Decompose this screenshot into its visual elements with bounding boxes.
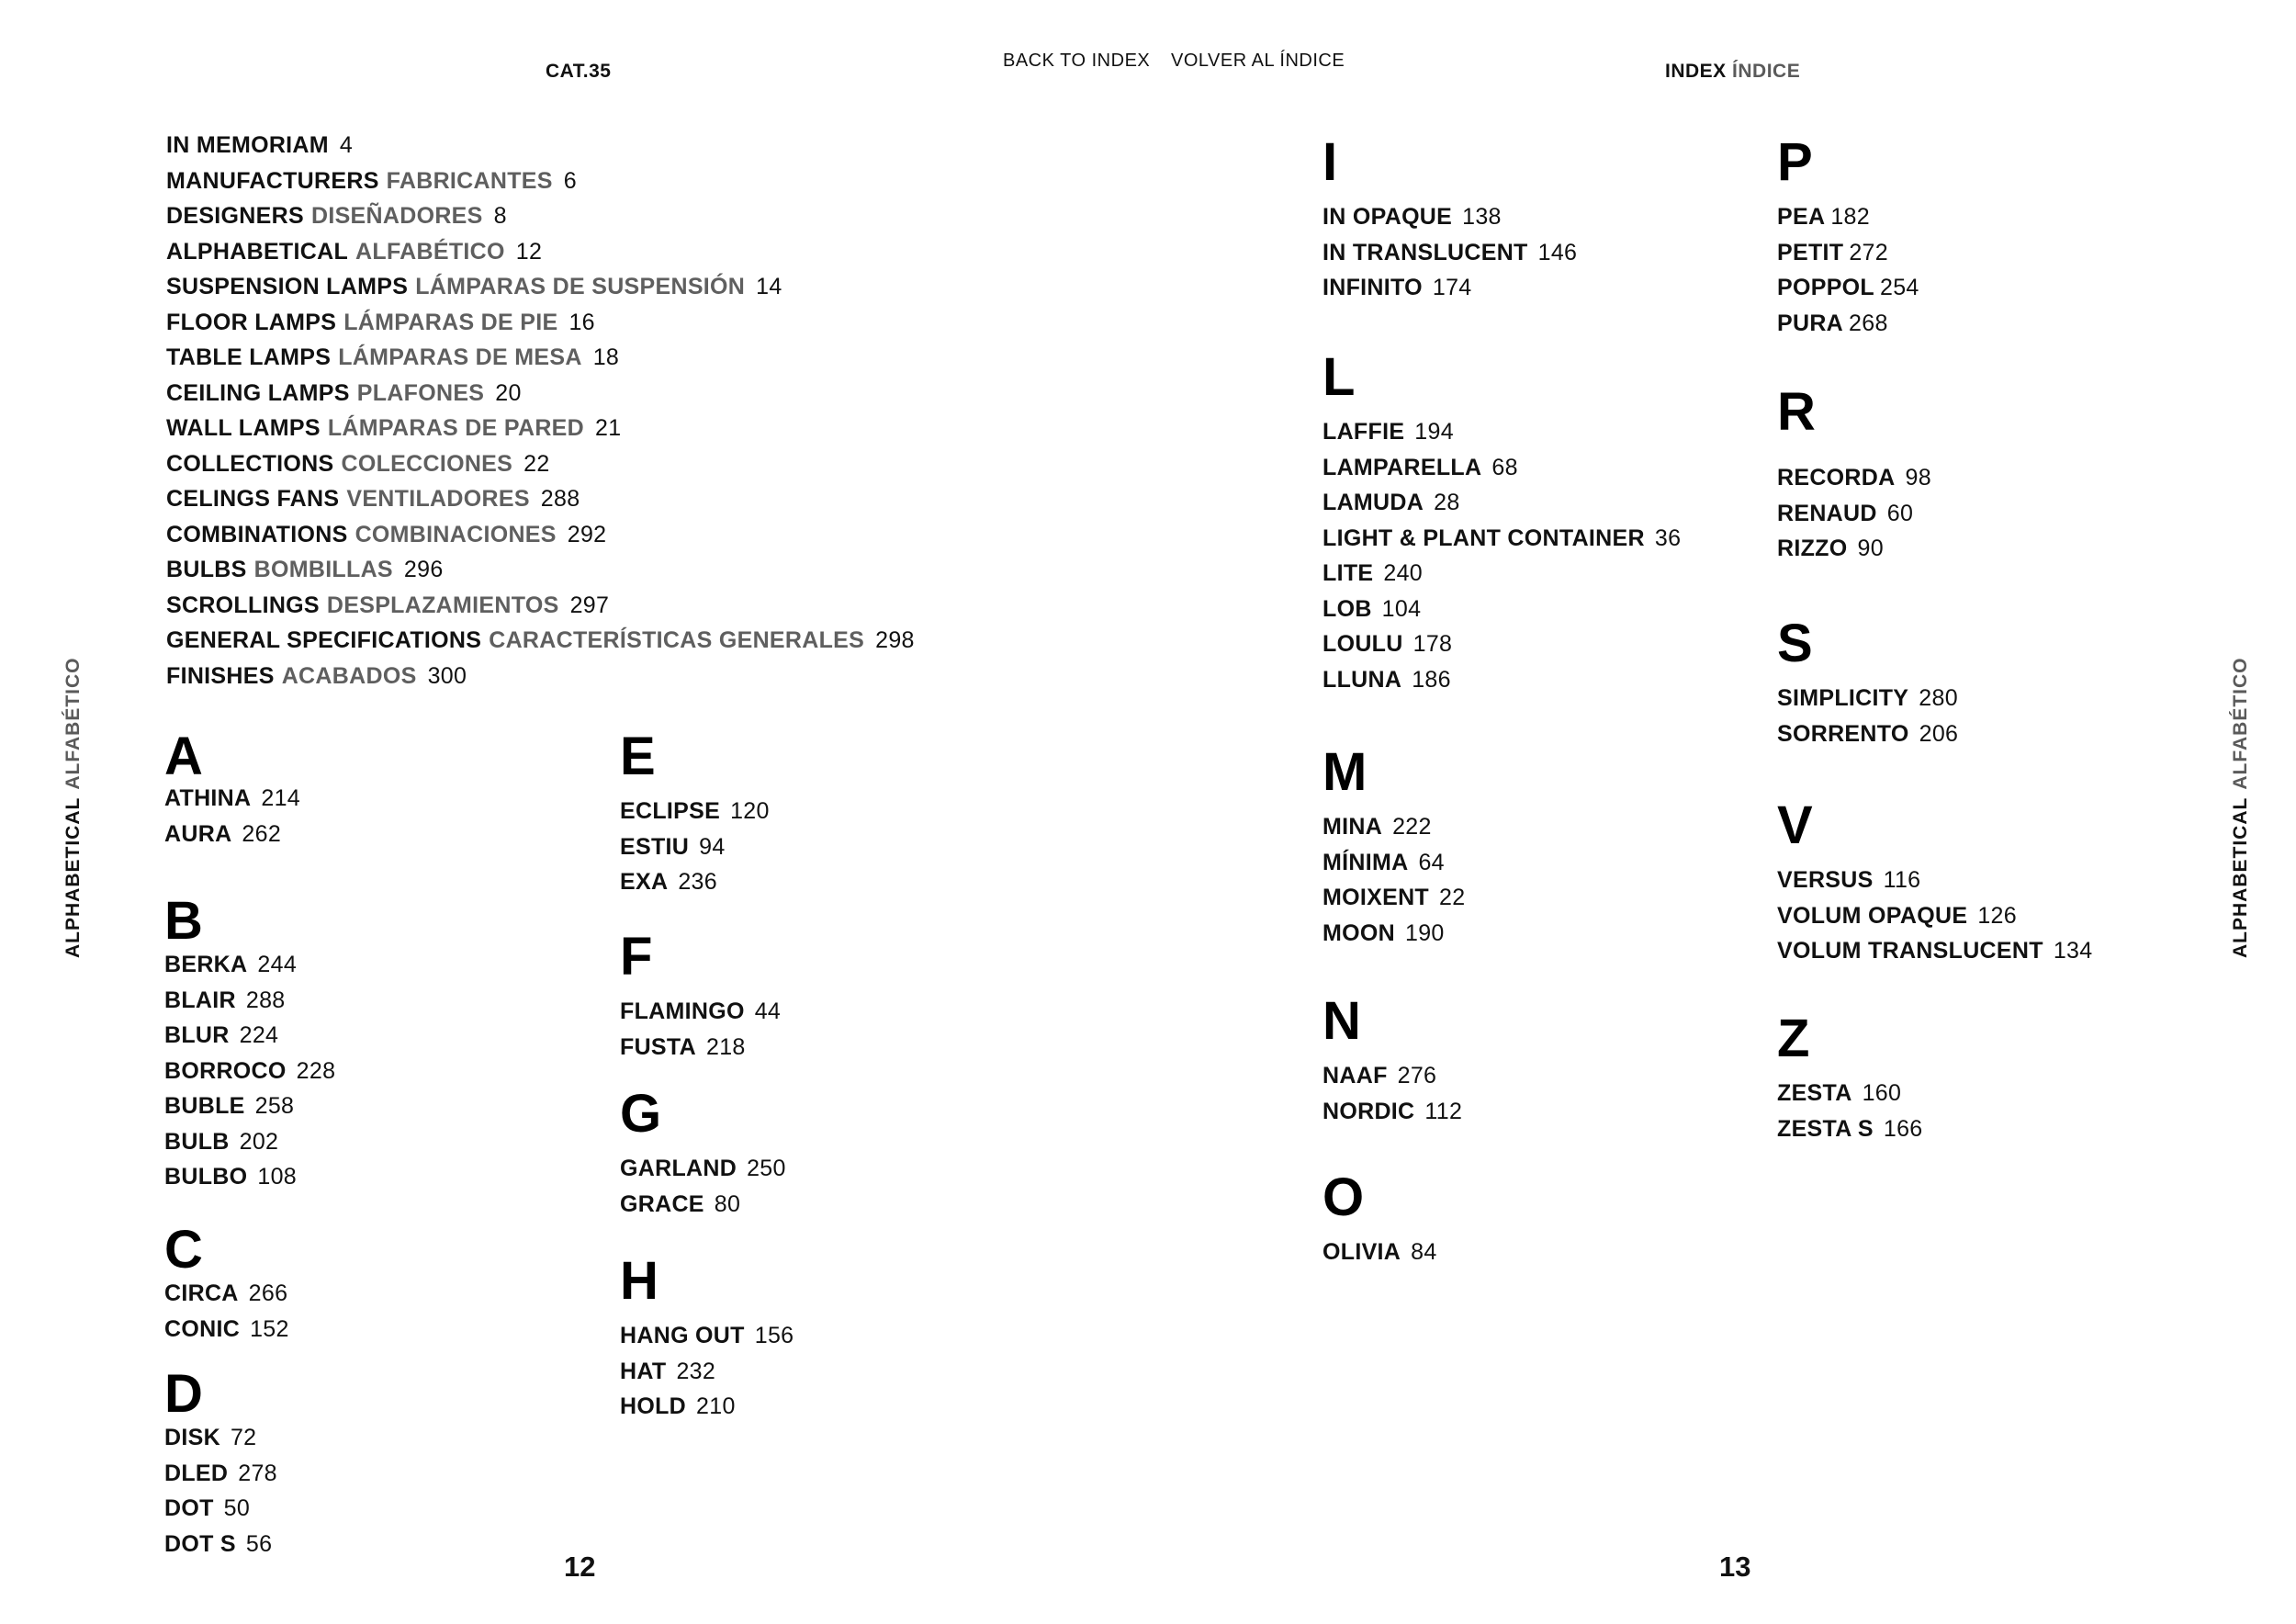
list-item[interactable] bbox=[1777, 204, 1919, 240]
item-name: NORDIC bbox=[1322, 1098, 1415, 1124]
side-label-en: ALPHABETICAL bbox=[2230, 796, 2251, 958]
list-item[interactable] bbox=[164, 1495, 277, 1531]
list-item[interactable] bbox=[1322, 667, 1681, 703]
list-item[interactable] bbox=[164, 1280, 289, 1316]
list-item[interactable] bbox=[1777, 536, 1931, 571]
list-item[interactable] bbox=[1777, 465, 1931, 501]
list-item[interactable] bbox=[164, 952, 335, 987]
section-letter: S bbox=[1777, 614, 1813, 673]
item-page: 262 bbox=[242, 820, 282, 847]
item-page: 138 bbox=[1462, 204, 1502, 230]
section-letter: N bbox=[1322, 991, 1361, 1051]
toc-label-es: COLECCIONES bbox=[341, 450, 513, 477]
list-item[interactable] bbox=[1322, 1239, 1437, 1275]
section-letter: M bbox=[1322, 742, 1367, 802]
item-name: ECLIPSE bbox=[620, 798, 721, 824]
section-h bbox=[620, 1251, 794, 1429]
item-name: ATHINA bbox=[164, 785, 252, 811]
toc-page: 22 bbox=[523, 450, 550, 477]
section-p bbox=[1777, 132, 1919, 345]
toc-label-es: ACABADOS bbox=[281, 662, 417, 689]
item-name: RECORDA bbox=[1777, 465, 1896, 491]
item-name: PURA bbox=[1777, 310, 1844, 336]
item-page: 236 bbox=[678, 869, 717, 895]
item-page: 276 bbox=[1397, 1063, 1437, 1088]
list-item[interactable] bbox=[620, 798, 770, 834]
item-page: 182 bbox=[1830, 204, 1870, 230]
list-item[interactable] bbox=[1322, 596, 1681, 632]
list-item[interactable] bbox=[1322, 275, 1577, 310]
item-name: PEA bbox=[1777, 204, 1826, 230]
list-item[interactable] bbox=[1322, 204, 1577, 240]
toc-page: 16 bbox=[568, 309, 595, 335]
item-name: CONIC bbox=[164, 1315, 241, 1342]
toc-label-es: FABRICANTES bbox=[386, 167, 553, 194]
toc-label: SUSPENSION LAMPS bbox=[166, 274, 409, 299]
list-item[interactable] bbox=[1322, 525, 1681, 561]
item-name: VERSUS bbox=[1777, 867, 1874, 893]
list-item[interactable] bbox=[620, 1359, 793, 1394]
list-item[interactable] bbox=[1777, 685, 1958, 721]
item-page: 50 bbox=[223, 1495, 251, 1521]
toc-label-es: VENTILADORES bbox=[346, 486, 530, 512]
list-item[interactable] bbox=[1322, 631, 1681, 667]
section-v bbox=[1777, 795, 2093, 974]
toc-item[interactable] bbox=[166, 663, 915, 699]
item-page: 90 bbox=[1857, 536, 1884, 561]
item-page: 108 bbox=[257, 1164, 298, 1190]
item-name: LAMUDA bbox=[1322, 490, 1424, 515]
item-name: IN OPAQUE bbox=[1322, 204, 1453, 230]
list-item[interactable] bbox=[1322, 240, 1577, 276]
item-name: GARLAND bbox=[620, 1156, 737, 1181]
item-page: 72 bbox=[230, 1425, 257, 1450]
item-name: AURA bbox=[164, 820, 232, 847]
item-page: 268 bbox=[1849, 310, 1888, 336]
list-item[interactable] bbox=[164, 1316, 289, 1352]
item-name: DOT bbox=[164, 1495, 214, 1521]
toc-label: FINISHES bbox=[166, 662, 275, 689]
item-name: VOLUM TRANSLUCENT bbox=[1777, 938, 2043, 964]
index-title-en: INDEX bbox=[1665, 61, 1727, 82]
list-item[interactable] bbox=[1777, 1116, 1923, 1152]
list-item[interactable] bbox=[620, 998, 781, 1034]
toc-page: 292 bbox=[567, 521, 607, 547]
item-page: 166 bbox=[1883, 1115, 1923, 1142]
item-name: MINA bbox=[1322, 814, 1383, 840]
list-item[interactable] bbox=[164, 1058, 335, 1094]
item-page: 218 bbox=[705, 1033, 746, 1060]
index-title-es: ÍNDICE bbox=[1732, 61, 1801, 82]
item-page: 224 bbox=[239, 1022, 279, 1048]
list-item[interactable] bbox=[620, 1191, 786, 1227]
list-item[interactable] bbox=[1777, 275, 1919, 310]
item-page: 22 bbox=[1439, 885, 1466, 910]
item-page: 210 bbox=[696, 1393, 736, 1419]
toc-label: COLLECTIONS bbox=[166, 450, 334, 477]
item-page: 178 bbox=[1412, 631, 1453, 657]
section-c bbox=[164, 1220, 289, 1351]
item-page: 126 bbox=[1977, 902, 2017, 929]
section-b bbox=[164, 891, 336, 1200]
item-name: SORRENTO bbox=[1777, 720, 1909, 747]
section-letter: R bbox=[1777, 382, 1816, 442]
toc-page: 20 bbox=[495, 379, 522, 406]
toc-page: 288 bbox=[540, 486, 580, 512]
item-name: FLAMINGO bbox=[620, 998, 745, 1024]
section-letter: D bbox=[164, 1364, 203, 1424]
section-m bbox=[1322, 742, 1466, 955]
catalog-title: CAT.35 bbox=[546, 61, 612, 82]
toc-item[interactable] bbox=[166, 344, 915, 380]
list-item[interactable] bbox=[164, 1164, 335, 1200]
toc-item[interactable] bbox=[166, 310, 915, 345]
item-name: ZESTA S bbox=[1777, 1115, 1874, 1142]
list-item[interactable] bbox=[1322, 814, 1465, 850]
section-d bbox=[164, 1364, 277, 1566]
toc-label-es: LÁMPARAS DE MESA bbox=[338, 344, 582, 370]
list-item[interactable] bbox=[164, 987, 335, 1023]
section-letter: I bbox=[1322, 132, 1338, 192]
item-name: DLED bbox=[164, 1460, 229, 1486]
item-name: MÍNIMA bbox=[1322, 849, 1409, 875]
item-page: 152 bbox=[250, 1315, 289, 1342]
side-label-es: ALFABÉTICO bbox=[62, 657, 84, 790]
list-item[interactable] bbox=[1777, 721, 1958, 757]
item-page: 104 bbox=[1381, 595, 1422, 622]
toc-label-es: LÁMPARAS DE PARED bbox=[327, 415, 584, 441]
page-number-right: 13 bbox=[1719, 1551, 1751, 1583]
item-page: 222 bbox=[1392, 814, 1432, 840]
item-name: INFINITO bbox=[1322, 275, 1423, 300]
item-page: 258 bbox=[254, 1093, 295, 1119]
toc-label-es: COMBINACIONES bbox=[355, 521, 557, 547]
item-page: 120 bbox=[730, 798, 770, 824]
item-name: HAT bbox=[620, 1358, 667, 1384]
item-name: LAMPARELLA bbox=[1322, 454, 1482, 480]
section-n bbox=[1322, 991, 1463, 1133]
list-item[interactable] bbox=[1322, 885, 1465, 920]
toc-label: WALL LAMPS bbox=[166, 415, 321, 441]
item-page: 146 bbox=[1537, 239, 1578, 265]
toc-label: IN MEMORIAM bbox=[166, 132, 329, 158]
section-letter: A bbox=[164, 727, 203, 786]
list-item[interactable] bbox=[620, 1156, 786, 1191]
section-a bbox=[164, 727, 301, 856]
toc-item[interactable] bbox=[166, 522, 915, 558]
section-l bbox=[1322, 347, 1682, 702]
page-number-left: 12 bbox=[564, 1551, 596, 1583]
toc-label-es: CARACTERÍSTICAS GENERALES bbox=[489, 627, 865, 653]
section-letter: O bbox=[1322, 1167, 1365, 1227]
section-letter: Z bbox=[1777, 1009, 1810, 1068]
item-page: 240 bbox=[1383, 560, 1423, 586]
item-name: LLUNA bbox=[1322, 666, 1402, 693]
list-item[interactable] bbox=[1322, 490, 1681, 525]
item-name: IN TRANSLUCENT bbox=[1322, 239, 1528, 265]
item-name: BLUR bbox=[164, 1022, 230, 1048]
item-name: FUSTA bbox=[620, 1033, 696, 1060]
item-page: 280 bbox=[1919, 685, 1958, 711]
item-name: BORROCO bbox=[164, 1057, 287, 1084]
item-name: HOLD bbox=[620, 1393, 687, 1419]
toc-page: 297 bbox=[569, 592, 610, 618]
toc-label: COMBINATIONS bbox=[166, 521, 348, 547]
item-page: 36 bbox=[1654, 524, 1682, 551]
toc-label: FLOOR LAMPS bbox=[166, 309, 337, 335]
section-letter: E bbox=[620, 727, 656, 786]
item-name: NAAF bbox=[1322, 1063, 1388, 1088]
item-name: LAFFIE bbox=[1322, 419, 1405, 445]
item-name: VOLUM OPAQUE bbox=[1777, 902, 1968, 929]
list-item[interactable] bbox=[620, 1034, 781, 1070]
side-label-es: ALFABÉTICO bbox=[2230, 657, 2251, 790]
item-page: 278 bbox=[238, 1460, 277, 1486]
item-page: 254 bbox=[1880, 275, 1919, 300]
section-z bbox=[1777, 1009, 1923, 1151]
side-label-right bbox=[2230, 658, 2252, 959]
list-item[interactable] bbox=[164, 1460, 277, 1496]
list-item[interactable] bbox=[164, 1093, 335, 1129]
item-page: 156 bbox=[754, 1323, 794, 1348]
toc-item[interactable] bbox=[166, 239, 915, 275]
item-name: BERKA bbox=[164, 952, 248, 977]
item-page: 250 bbox=[747, 1156, 786, 1181]
item-page: 206 bbox=[1919, 720, 1959, 747]
item-page: 98 bbox=[1905, 465, 1931, 491]
toc-item[interactable] bbox=[166, 168, 915, 204]
section-s bbox=[1777, 614, 1959, 756]
toc-label-es: PLAFONES bbox=[356, 379, 485, 406]
item-page: 94 bbox=[699, 833, 726, 860]
item-page: 116 bbox=[1883, 867, 1921, 893]
list-item[interactable] bbox=[1322, 850, 1465, 885]
toc-item[interactable] bbox=[166, 592, 915, 628]
item-page: 134 bbox=[2053, 938, 2093, 964]
item-page: 44 bbox=[754, 998, 782, 1024]
section-f bbox=[620, 927, 782, 1069]
toc-label-es: ALFABÉTICO bbox=[355, 238, 505, 265]
toc-label: CELINGS FANS bbox=[166, 486, 340, 512]
item-name: RIZZO bbox=[1777, 536, 1848, 561]
item-name: BULB bbox=[164, 1128, 230, 1155]
item-name: BUBLE bbox=[164, 1093, 245, 1119]
list-item[interactable] bbox=[1322, 455, 1681, 491]
section-e bbox=[620, 727, 770, 905]
back-to-index-link[interactable]: BACK TO INDEX bbox=[1003, 51, 1151, 71]
list-item[interactable] bbox=[620, 834, 770, 870]
item-name: LITE bbox=[1322, 560, 1374, 586]
item-page: 190 bbox=[1404, 919, 1445, 946]
list-item[interactable] bbox=[1777, 903, 2092, 939]
list-item[interactable] bbox=[164, 1531, 277, 1567]
section-letter: L bbox=[1322, 347, 1356, 407]
item-page: 202 bbox=[239, 1128, 279, 1155]
item-name: BULBO bbox=[164, 1164, 248, 1190]
item-page: 266 bbox=[248, 1280, 288, 1306]
item-name: GRACE bbox=[620, 1190, 704, 1217]
toc-label-es: DISEÑADORES bbox=[310, 203, 483, 229]
toc-label: SCROLLINGS bbox=[166, 592, 320, 618]
list-item[interactable] bbox=[164, 1022, 335, 1058]
list-item[interactable] bbox=[1777, 867, 2092, 903]
section-r bbox=[1777, 382, 1931, 571]
section-letter: B bbox=[164, 891, 203, 951]
list-item[interactable] bbox=[1777, 240, 1919, 276]
item-name: MOIXENT bbox=[1322, 885, 1429, 910]
list-item[interactable] bbox=[1322, 1063, 1462, 1099]
item-name: ZESTA bbox=[1777, 1080, 1852, 1106]
list-item[interactable] bbox=[1777, 938, 2092, 974]
item-page: 194 bbox=[1414, 419, 1454, 445]
toc-label: TABLE LAMPS bbox=[166, 344, 332, 370]
item-name: LOB bbox=[1322, 595, 1372, 622]
item-page: 112 bbox=[1424, 1098, 1463, 1124]
item-name: ESTIU bbox=[620, 833, 690, 860]
item-name: LOULU bbox=[1322, 631, 1403, 657]
item-page: 174 bbox=[1432, 275, 1472, 300]
toc-page: 296 bbox=[403, 557, 444, 582]
list-item[interactable] bbox=[164, 785, 300, 821]
toc-page: 21 bbox=[595, 415, 622, 441]
section-letter: F bbox=[620, 927, 653, 987]
list-item[interactable] bbox=[620, 869, 770, 905]
side-label-en: ALPHABETICAL bbox=[62, 796, 84, 958]
index-title bbox=[1665, 61, 1800, 83]
toc-label-es: LÁMPARAS DE PIE bbox=[343, 309, 558, 335]
toc-page: 300 bbox=[427, 662, 467, 689]
list-item[interactable] bbox=[1322, 1099, 1462, 1134]
toc-item[interactable] bbox=[166, 486, 915, 522]
toc-label: MANUFACTURERS bbox=[166, 167, 379, 194]
toc-label: CEILING LAMPS bbox=[166, 379, 350, 406]
item-name: LIGHT & PLANT CONTAINER bbox=[1322, 524, 1645, 551]
item-name: CIRCA bbox=[164, 1280, 239, 1306]
list-item[interactable] bbox=[164, 821, 300, 857]
list-item[interactable] bbox=[620, 1323, 793, 1359]
item-page: 288 bbox=[245, 987, 286, 1013]
item-page: 56 bbox=[245, 1530, 273, 1557]
toc-item[interactable] bbox=[166, 132, 915, 168]
item-page: 214 bbox=[261, 785, 301, 811]
toc-label: BULBS bbox=[166, 557, 247, 582]
item-page: 84 bbox=[1411, 1239, 1437, 1265]
item-page: 272 bbox=[1849, 239, 1888, 265]
toc-item[interactable] bbox=[166, 627, 915, 663]
section-letter: V bbox=[1777, 795, 1813, 855]
item-name: MOON bbox=[1322, 919, 1395, 946]
item-name: DOT S bbox=[164, 1530, 236, 1557]
item-name: PETIT bbox=[1777, 239, 1844, 265]
toc-label: ALPHABETICAL bbox=[166, 238, 349, 265]
toc-label: GENERAL SPECIFICATIONS bbox=[166, 627, 482, 653]
item-page: 60 bbox=[1886, 500, 1914, 526]
toc-page: 18 bbox=[592, 344, 620, 370]
toc-page: 8 bbox=[493, 203, 507, 229]
side-label-left bbox=[62, 658, 84, 959]
table-of-contents bbox=[166, 132, 915, 698]
list-item[interactable] bbox=[1322, 419, 1681, 455]
toc-page: 4 bbox=[339, 132, 354, 158]
item-name: POPPOL bbox=[1777, 275, 1874, 300]
item-page: 160 bbox=[1862, 1080, 1902, 1106]
list-item[interactable] bbox=[164, 1425, 277, 1460]
section-letter: C bbox=[164, 1220, 203, 1280]
item-page: 80 bbox=[714, 1190, 741, 1217]
toc-page: 12 bbox=[515, 238, 543, 265]
item-page: 244 bbox=[257, 952, 298, 977]
item-name: HANG OUT bbox=[620, 1323, 745, 1348]
item-name: OLIVIA bbox=[1322, 1239, 1401, 1265]
item-name: BLAIR bbox=[164, 987, 236, 1013]
list-item[interactable] bbox=[1777, 1080, 1923, 1116]
section-o bbox=[1322, 1167, 1437, 1275]
list-item[interactable] bbox=[1322, 560, 1681, 596]
item-page: 228 bbox=[296, 1057, 336, 1084]
back-to-index-link-es[interactable]: VOLVER AL ÍNDICE bbox=[1171, 51, 1345, 71]
section-i bbox=[1322, 132, 1578, 310]
toc-label-es: DESPLAZAMIENTOS bbox=[326, 592, 559, 618]
toc-page: 6 bbox=[563, 167, 577, 194]
toc-item[interactable] bbox=[166, 380, 915, 416]
list-item[interactable] bbox=[1322, 920, 1465, 956]
toc-item[interactable] bbox=[166, 415, 915, 451]
list-item[interactable] bbox=[1777, 501, 1931, 536]
toc-label: DESIGNERS bbox=[166, 203, 304, 229]
toc-item[interactable] bbox=[166, 203, 915, 239]
item-name: DISK bbox=[164, 1425, 220, 1450]
toc-item[interactable] bbox=[166, 557, 915, 592]
item-name: RENAUD bbox=[1777, 500, 1877, 526]
section-letter: G bbox=[620, 1084, 662, 1144]
item-page: 232 bbox=[676, 1358, 716, 1384]
toc-page: 298 bbox=[875, 627, 915, 653]
toc-label-es: LÁMPARAS DE SUSPENSIÓN bbox=[415, 274, 746, 299]
item-name: EXA bbox=[620, 869, 669, 895]
section-g bbox=[620, 1084, 786, 1226]
list-item[interactable] bbox=[1777, 310, 1919, 346]
item-page: 64 bbox=[1418, 849, 1445, 875]
section-letter: H bbox=[620, 1251, 658, 1311]
item-page: 28 bbox=[1434, 490, 1460, 515]
toc-item[interactable] bbox=[166, 451, 915, 487]
toc-item[interactable] bbox=[166, 274, 915, 310]
item-name: SIMPLICITY bbox=[1777, 685, 1909, 711]
item-page: 68 bbox=[1491, 454, 1518, 480]
list-item[interactable] bbox=[620, 1393, 793, 1429]
list-item[interactable] bbox=[164, 1129, 335, 1165]
toc-page: 14 bbox=[756, 274, 782, 299]
item-page: 186 bbox=[1412, 666, 1451, 693]
toc-label-es: BOMBILLAS bbox=[253, 557, 393, 582]
section-letter: P bbox=[1777, 132, 1813, 192]
